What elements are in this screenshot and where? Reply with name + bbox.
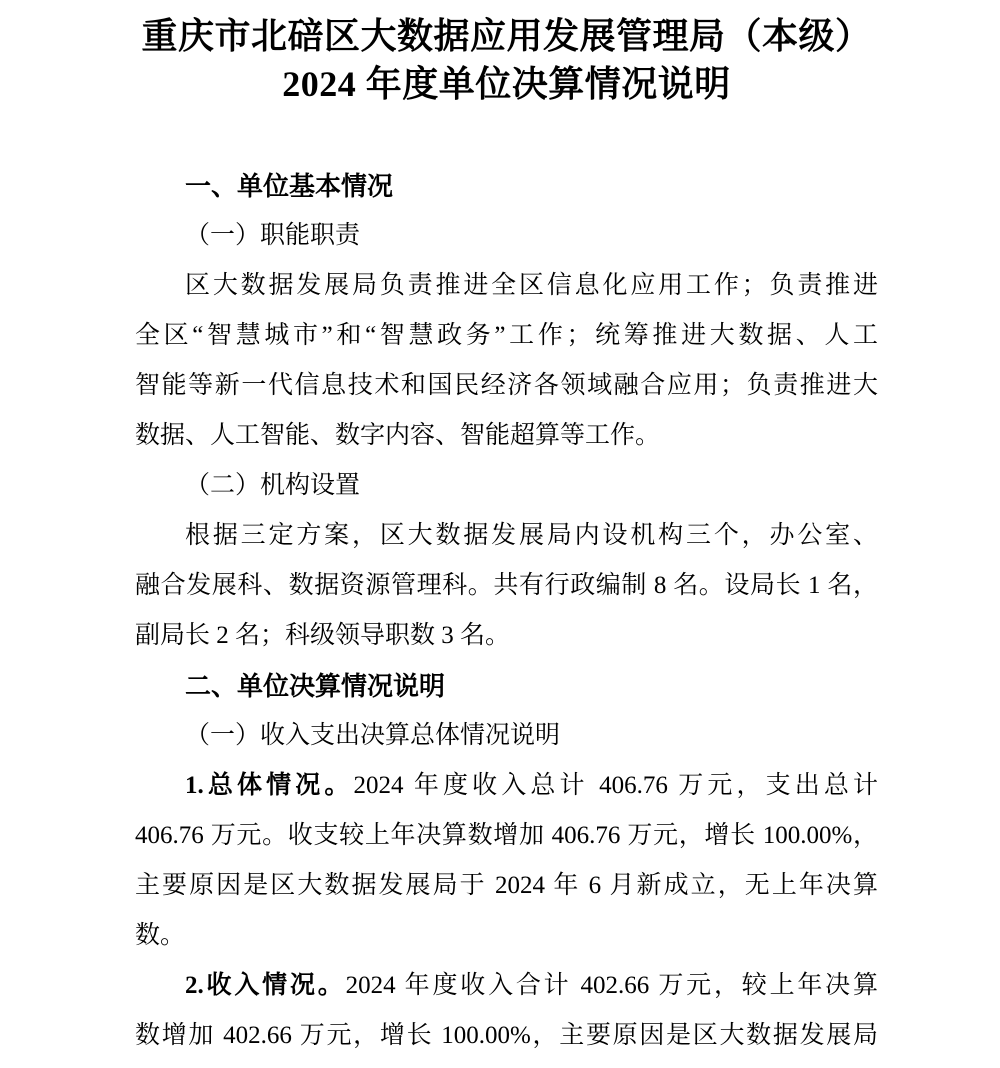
paragraph-income-line: 数增加 402.66 万元，增长 100.00%，主要原因是区大数据发展局 <box>135 1022 878 1049</box>
document-body <box>135 161 878 1061</box>
document-title-line2: 2024 年度单位决算情况说明 <box>282 64 731 104</box>
paragraph-structure-line: 副局长 2 名；科级领导职数 3 名。 <box>135 622 511 649</box>
paragraph-income-text: 2024 年度收入合计 402.66 万元，较上年决算 <box>345 972 878 999</box>
paragraph-duties-line: 数据、人工智能、数字内容、智能超算等工作。 <box>135 422 661 449</box>
paragraph-overall-line: 406.76 万元。收支较上年决算数增加 406.76 万元，增长 100.00%， <box>135 822 878 849</box>
subsection-heading-duties: （一）职能职责 <box>185 222 361 249</box>
paragraph-structure-line: 融合发展科、数据资源管理科。共有行政编制 8 名。设局长 1 名， <box>135 572 878 599</box>
subsection-heading-overall: （一）收入支出决算总体情况说明 <box>185 722 561 749</box>
subsection-heading-structure: （二）机构设置 <box>185 472 361 499</box>
paragraph-income-line <box>135 961 878 1011</box>
paragraph-overall-line <box>135 761 878 811</box>
paragraph-overall-lead: 1.总体情况。 <box>185 772 354 799</box>
paragraph-structure-line: 根据三定方案，区大数据发展局内设机构三个，办公室、 <box>185 522 878 549</box>
document-content <box>135 12 878 1061</box>
paragraph-overall-line: 主要原因是区大数据发展局于 2024 年 6 月新成立，无上年决算 <box>135 872 878 899</box>
section-heading-final-accounts: 二、单位决算情况说明 <box>185 671 446 701</box>
paragraph-duties-line: 全区“智慧城市”和“智慧政务”工作；统筹推进大数据、人工 <box>135 322 878 349</box>
section-heading-basic-info: 一、单位基本情况 <box>185 171 394 201</box>
paragraph-overall-line: 数。 <box>135 922 186 949</box>
paragraph-duties-line: 区大数据发展局负责推进全区信息化应用工作；负责推进 <box>185 272 878 299</box>
document-title <box>135 12 878 108</box>
document-title-line1: 重庆市北碚区大数据应用发展管理局（本级） <box>141 16 872 56</box>
paragraph-income-lead: 2.收入情况。 <box>185 972 346 999</box>
paragraph-duties-line: 智能等新一代信息技术和国民经济各领域融合应用；负责推进大 <box>135 372 878 399</box>
paragraph-overall-text: 2024 年度收入总计 406.76 万元，支出总计 <box>353 772 878 799</box>
